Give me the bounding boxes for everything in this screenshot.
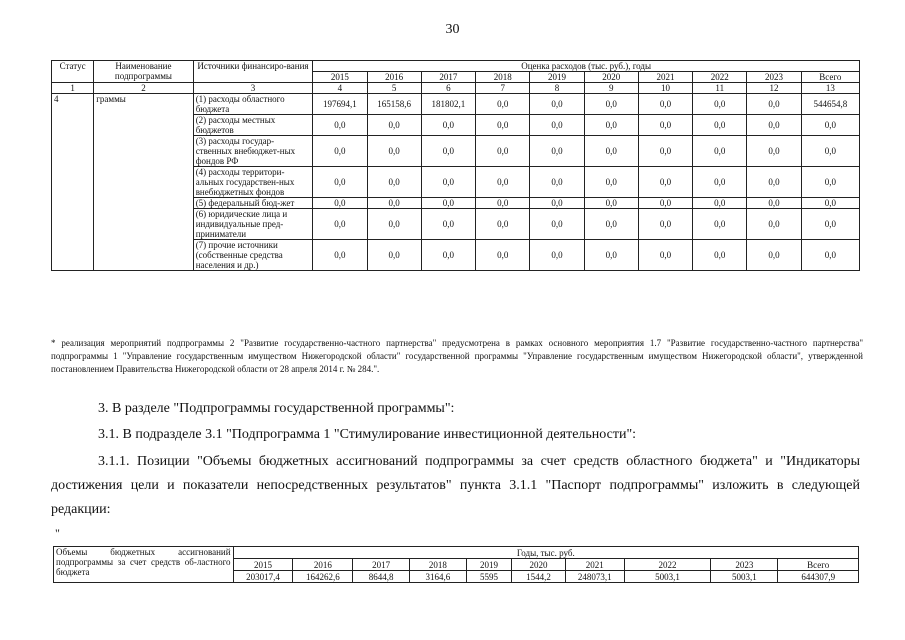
value-cell: 0,0 [584, 240, 638, 271]
value-cell: 0,0 [801, 240, 859, 271]
value-cell: 0,0 [421, 115, 475, 136]
budget-value: 644307,9 [778, 571, 859, 583]
budget-value: 203017,4 [233, 571, 293, 583]
budget-header: Годы, тыс. руб. [233, 547, 858, 559]
value-cell: 0,0 [693, 198, 747, 209]
budget-value: 3164,6 [410, 571, 467, 583]
budget-year: 2022 [624, 559, 711, 571]
year-header: 2021 [638, 72, 692, 83]
value-cell: 0,0 [747, 167, 801, 198]
budget-value: 5003,1 [624, 571, 711, 583]
value-cell: 0,0 [421, 240, 475, 271]
value-cell: 0,0 [801, 209, 859, 240]
value-cell: 0,0 [367, 209, 421, 240]
budget-year: 2023 [711, 559, 778, 571]
column-index: 7 [476, 83, 530, 94]
header-funding-source: Источники финансиро-вания [193, 61, 313, 83]
value-cell: 0,0 [747, 115, 801, 136]
value-cell: 0,0 [638, 240, 692, 271]
status-cell: 4 [52, 94, 94, 271]
budget-year: 2018 [410, 559, 467, 571]
value-cell: 0,0 [747, 240, 801, 271]
column-index: 2 [94, 83, 193, 94]
value-cell: 0,0 [584, 209, 638, 240]
funding-source-cell: (2) расходы местных бюджетов [193, 115, 313, 136]
value-cell: 0,0 [638, 94, 692, 115]
column-index: 11 [693, 83, 747, 94]
value-cell: 0,0 [530, 198, 584, 209]
budget-value: 5003,1 [711, 571, 778, 583]
value-cell: 0,0 [747, 94, 801, 115]
value-cell: 0,0 [313, 115, 367, 136]
budget-year: 2019 [466, 559, 511, 571]
section-paragraph: 3. В разделе "Подпрограммы государственной программы": [98, 401, 455, 416]
funding-source-cell: (5) федеральный бюд-жет [193, 198, 313, 209]
year-header: 2018 [476, 72, 530, 83]
column-index: 3 [193, 83, 313, 94]
year-header: Всего [801, 72, 859, 83]
year-header: 2023 [747, 72, 801, 83]
value-cell: 0,0 [584, 115, 638, 136]
value-cell: 0,0 [693, 167, 747, 198]
value-cell: 0,0 [367, 167, 421, 198]
value-cell: 0,0 [530, 209, 584, 240]
value-cell: 0,0 [530, 136, 584, 167]
value-cell: 181802,1 [421, 94, 475, 115]
value-cell: 0,0 [747, 209, 801, 240]
value-cell: 0,0 [801, 136, 859, 167]
value-cell: 0,0 [530, 167, 584, 198]
budget-year: 2017 [353, 559, 410, 571]
subsection-paragraph: 3.1. В подразделе 3.1 "Подпрограмма 1 "Стимулирование инвестиционной деятельности": [98, 427, 637, 442]
expenses-table [51, 60, 860, 271]
value-cell: 0,0 [638, 136, 692, 167]
header-subprogram-name: Наименование подпрограммы [94, 61, 193, 83]
value-cell: 0,0 [421, 167, 475, 198]
opening-quote: " [55, 526, 60, 540]
funding-source-cell: (3) расходы государ-ственных внебюджет-ных фондов РФ [193, 136, 313, 167]
funding-source-cell: (4) расходы территори-альных государствен-ных внебюджетных фондов [193, 167, 313, 198]
value-cell: 0,0 [530, 94, 584, 115]
value-cell: 0,0 [476, 115, 530, 136]
value-cell: 0,0 [476, 94, 530, 115]
column-index: 6 [421, 83, 475, 94]
value-cell: 0,0 [367, 136, 421, 167]
value-cell: 0,0 [584, 94, 638, 115]
value-cell: 0,0 [313, 198, 367, 209]
value-cell: 0,0 [638, 198, 692, 209]
value-cell: 0,0 [313, 240, 367, 271]
page-number: 30 [445, 22, 460, 37]
value-cell: 0,0 [693, 136, 747, 167]
budget-year: Всего [778, 559, 859, 571]
value-cell: 0,0 [638, 167, 692, 198]
value-cell: 0,0 [421, 209, 475, 240]
value-cell: 0,0 [313, 209, 367, 240]
header-estimate: Оценка расходов (тыс. руб.), годы [313, 61, 860, 72]
column-index: 8 [530, 83, 584, 94]
column-index: 4 [313, 83, 367, 94]
value-cell: 0,0 [476, 209, 530, 240]
budget-value: 1544,2 [512, 571, 566, 583]
budget-year: 2021 [565, 559, 624, 571]
value-cell: 197694,1 [313, 94, 367, 115]
value-cell: 0,0 [476, 167, 530, 198]
value-cell: 0,0 [747, 198, 801, 209]
value-cell: 0,0 [747, 136, 801, 167]
year-header: 2022 [693, 72, 747, 83]
value-cell: 165158,6 [367, 94, 421, 115]
year-header: 2015 [313, 72, 367, 83]
header-status: Статус [52, 61, 94, 83]
value-cell: 0,0 [693, 209, 747, 240]
year-header: 2017 [421, 72, 475, 83]
year-header: 2019 [530, 72, 584, 83]
year-header: 2020 [584, 72, 638, 83]
budget-value: 8644,8 [353, 571, 410, 583]
budget-value: 164262,6 [293, 571, 353, 583]
budget-allocation-table [53, 546, 859, 583]
item-paragraph: 3.1.1. Позиции "Объемы бюджетных ассигнований подпрограммы за счет средств областного бюджета" и "Индикаторы достижения цели и показатели непосредственных результатов" пункта 3.1.1 "Паспорт подпрограммы" изложить в следующей редакции: [51, 454, 860, 517]
value-cell: 0,0 [584, 198, 638, 209]
funding-source-cell: (1) расходы областного бюджета [193, 94, 313, 115]
table-row [52, 94, 860, 115]
value-cell: 0,0 [693, 115, 747, 136]
column-index: 12 [747, 83, 801, 94]
column-index: 5 [367, 83, 421, 94]
column-index: 1 [52, 83, 94, 94]
value-cell: 0,0 [476, 136, 530, 167]
value-cell: 0,0 [801, 115, 859, 136]
value-cell: 0,0 [476, 240, 530, 271]
column-index: 9 [584, 83, 638, 94]
value-cell: 0,0 [367, 198, 421, 209]
value-cell: 0,0 [367, 115, 421, 136]
value-cell: 0,0 [638, 115, 692, 136]
budget-year: 2020 [512, 559, 566, 571]
year-header: 2016 [367, 72, 421, 83]
value-cell: 0,0 [421, 136, 475, 167]
value-cell: 0,0 [584, 136, 638, 167]
budget-year: 2016 [293, 559, 353, 571]
value-cell: 544654,8 [801, 94, 859, 115]
column-index: 13 [801, 83, 859, 94]
value-cell: 0,0 [476, 198, 530, 209]
value-cell: 0,0 [801, 167, 859, 198]
value-cell: 0,0 [313, 167, 367, 198]
value-cell: 0,0 [801, 198, 859, 209]
value-cell: 0,0 [421, 198, 475, 209]
value-cell: 0,0 [530, 240, 584, 271]
value-cell: 0,0 [367, 240, 421, 271]
budget-value: 248073,1 [565, 571, 624, 583]
column-index: 10 [638, 83, 692, 94]
value-cell: 0,0 [530, 115, 584, 136]
value-cell: 0,0 [693, 240, 747, 271]
value-cell: 0,0 [693, 94, 747, 115]
budget-year: 2015 [233, 559, 293, 571]
subprogram-name-cell: граммы [94, 94, 193, 271]
value-cell: 0,0 [584, 167, 638, 198]
value-cell: 0,0 [638, 209, 692, 240]
funding-source-cell: (6) юридические лица и индивидуальные пред-приниматели [193, 209, 313, 240]
budget-label: Объемы бюджетных ассигнований подпрограммы за счет средств об-ластного бюджета [54, 547, 234, 583]
budget-value: 5595 [466, 571, 511, 583]
footnote: * реализация мероприятий подпрограммы 2 "Развитие государственно-частного партнерства" предусмотрена в рамках основного мероприятия 1.7 "Развитие государственно-частного партнерства" подпрограммы 1 "Управление государственным имуществом Нижегородской области" государственной программы "Управление государственным имуществом Нижегородской области", утвержденной постановлением Правительства Нижегородской области от 28 апреля 2014 г. № 284.". [51, 338, 863, 374]
funding-source-cell: (7) прочие источники (собственные средства населения и др.) [193, 240, 313, 271]
value-cell: 0,0 [313, 136, 367, 167]
